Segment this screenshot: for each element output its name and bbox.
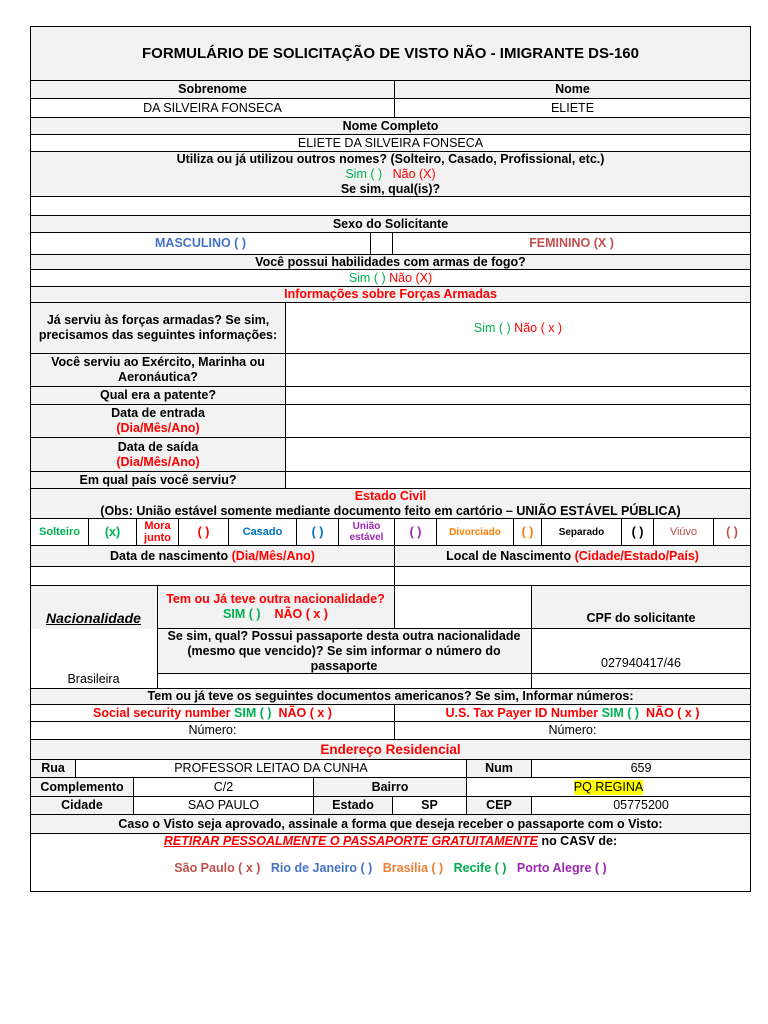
- civil-casado-checkbox[interactable]: ( ): [297, 519, 339, 545]
- other-names-block: [31, 152, 750, 196]
- firearms-no[interactable]: Não (X): [389, 270, 433, 285]
- military-served-options: [286, 303, 750, 353]
- cpf-extra-field[interactable]: [532, 674, 750, 688]
- street-number-field[interactable]: 659: [630, 761, 652, 775]
- other-nationality-field[interactable]: [395, 586, 532, 628]
- civil-status-header: Estado Civil: [354, 489, 427, 503]
- military-exit-question: [31, 438, 286, 471]
- us-docs-question: Tem ou já teve os seguintes documentos americanos? Se sim, Informar números:: [147, 689, 634, 703]
- birth-place-label: Local de Nascimento: [446, 548, 572, 563]
- given-name-label: Nome: [555, 82, 590, 96]
- sex-male-option[interactable]: MASCULINO ( ): [31, 233, 371, 254]
- complement-field[interactable]: C/2: [134, 778, 314, 796]
- military-country-question: Em qual país você serviu?: [31, 472, 286, 488]
- district-field[interactable]: PQ REGINA: [573, 779, 644, 794]
- military-served-yes[interactable]: Sim ( ): [473, 320, 511, 335]
- military-entry-row: [31, 405, 750, 438]
- firearms-yes[interactable]: Sim ( ): [348, 270, 386, 285]
- nationality-value[interactable]: Brasileira: [67, 672, 120, 686]
- civil-solteiro-checkbox[interactable]: (x): [89, 519, 137, 545]
- other-nationality-no[interactable]: NÃO ( x ): [274, 607, 328, 621]
- us-docs-number-row: [31, 722, 750, 740]
- other-nationality-question: Tem ou Já teve outra nacionalidade?: [166, 592, 385, 606]
- other-names-no[interactable]: Não (X): [392, 166, 436, 181]
- district-label: Bairro: [314, 778, 467, 796]
- zip-field[interactable]: 05775200: [613, 798, 669, 812]
- state-label: Estado: [314, 797, 393, 814]
- address-street-row: [31, 760, 750, 778]
- birth-place-format: (Cidade/Estado/País): [574, 548, 699, 563]
- name-label-row: [31, 81, 750, 99]
- civil-status-options-row: [31, 519, 750, 546]
- delivery-city-brasilia[interactable]: Brasília ( ): [382, 861, 444, 875]
- military-served-no[interactable]: Não ( x ): [514, 320, 563, 335]
- sex-label: Sexo do Solicitante: [332, 216, 449, 231]
- military-header-row: [31, 287, 750, 303]
- civil-uniao-estavel-checkbox[interactable]: ( ): [395, 519, 437, 545]
- sex-label-row: [31, 216, 750, 233]
- ssn-yes[interactable]: SIM ( ): [234, 705, 272, 720]
- military-exit-row: [31, 438, 750, 472]
- tax-id-no[interactable]: NÃO ( x ): [646, 705, 700, 720]
- military-branch-row: [31, 354, 750, 387]
- name-value-row: [31, 99, 750, 118]
- other-names-options: [345, 167, 435, 182]
- city-field[interactable]: SAO PAULO: [134, 797, 314, 814]
- other-names-answer-row: [31, 197, 750, 216]
- delivery-city-options: [31, 861, 750, 876]
- birth-value-row: [31, 567, 750, 586]
- other-names-question: Utiliza ou já utilizou outros nomes? (Solteiro, Casado, Profissional, etc.): [176, 152, 605, 166]
- delivery-pickup-line: [31, 834, 750, 849]
- military-entry-field[interactable]: [286, 405, 750, 437]
- birth-date-format: (Dia/Mês/Ano): [231, 548, 315, 563]
- address-header: Endereço Residencial: [320, 742, 461, 757]
- delivery-city-recife[interactable]: Recife ( ): [453, 861, 507, 875]
- tax-id-yes[interactable]: SIM ( ): [601, 705, 640, 720]
- delivery-question: Caso o Visto seja aprovado, assinale a forma que deseja receber o passaporte com o Visto:: [118, 816, 663, 831]
- military-exit-label: Data de saída: [117, 439, 199, 454]
- cpf-label: CPF do solicitante: [532, 586, 750, 628]
- civil-status-header-block: [31, 489, 750, 518]
- address-complement-row: [31, 778, 750, 797]
- sex-spacer: [371, 233, 393, 254]
- firearms-question: Você possui habilidades com armas de fogo?: [255, 255, 526, 269]
- tax-id-label: U.S. Tax Payer ID Number: [445, 705, 599, 720]
- street-label: Rua: [31, 760, 76, 777]
- other-names-yes[interactable]: Sim ( ): [345, 166, 383, 181]
- military-served-question: Já serviu às forças armadas? Se sim, precisamos das seguintes informações:: [31, 303, 286, 353]
- tax-id-number-field[interactable]: Número:: [548, 723, 597, 737]
- military-country-row: [31, 472, 750, 489]
- military-exit-format: (Dia/Mês/Ano): [116, 454, 200, 469]
- civil-viuvo-checkbox[interactable]: ( ): [726, 524, 738, 539]
- military-served-row: [31, 303, 750, 354]
- military-entry-label: Data de entrada: [111, 406, 205, 420]
- ssn-cell: [31, 705, 395, 721]
- delivery-question-row: [31, 815, 750, 834]
- military-entry-format: (Dia/Mês/Ano): [116, 421, 200, 435]
- ssn-label: Social security number: [93, 705, 231, 720]
- surname-field[interactable]: DA SILVEIRA FONSECA: [31, 99, 395, 117]
- military-country-field[interactable]: [286, 472, 750, 488]
- birth-place-label-cell: [395, 546, 750, 566]
- delivery-options-row: [31, 834, 750, 891]
- surname-label: Sobrenome: [31, 81, 395, 98]
- us-docs-options-row: [31, 705, 750, 722]
- passport-number-field[interactable]: [157, 674, 532, 688]
- birth-date-field[interactable]: [31, 567, 395, 585]
- complement-label: Complemento: [31, 778, 134, 796]
- city-label: Cidade: [31, 797, 134, 814]
- street-number-label: Num: [467, 760, 532, 777]
- civil-divorciado-label: Divorciado: [437, 519, 514, 545]
- firearms-question-row: [31, 255, 750, 270]
- civil-separado-label: Separado: [542, 519, 622, 545]
- military-exit-field[interactable]: [286, 438, 750, 471]
- address-city-row: [31, 797, 750, 815]
- tax-id-cell: [395, 705, 750, 721]
- military-branch-question: Você serviu ao Exército, Marinha ou Aeronáutica?: [31, 354, 286, 386]
- birth-date-label-cell: [31, 546, 395, 566]
- cpf-field[interactable]: 027940417/46: [601, 656, 681, 670]
- birth-date-label: Data de nascimento: [110, 548, 229, 563]
- full-name-field[interactable]: ELIETE DA SILVEIRA FONSECA: [297, 135, 484, 150]
- district-cell: [467, 778, 750, 796]
- visa-form: [30, 26, 751, 892]
- title-row: [31, 27, 750, 81]
- civil-separado-checkbox[interactable]: ( ): [622, 519, 654, 545]
- civil-casado-label: Casado: [229, 519, 297, 545]
- military-branch-field[interactable]: [286, 354, 750, 386]
- sex-option-row: [31, 233, 750, 255]
- other-names-row: [31, 152, 750, 197]
- given-name-field[interactable]: ELIETE: [550, 100, 595, 115]
- civil-divorciado-checkbox[interactable]: ( ): [514, 519, 542, 545]
- address-header-row: [31, 740, 750, 760]
- firearms-answer-row: [31, 270, 750, 287]
- other-nationality-yes[interactable]: SIM ( ): [223, 607, 261, 621]
- delivery-city-porto-alegre[interactable]: Porto Alegre ( ): [516, 861, 607, 875]
- birth-place-field[interactable]: [395, 567, 750, 585]
- military-header: Informações sobre Forças Armadas: [284, 287, 497, 301]
- military-rank-row: [31, 387, 750, 405]
- civil-viuvo-label: Viúvo: [654, 519, 714, 545]
- nationality-label: Nacionalidade: [46, 610, 141, 626]
- street-field[interactable]: PROFESSOR LEITAO DA CUNHA: [76, 760, 467, 777]
- delivery-pickup[interactable]: RETIRAR PESSOALMENTE O PASSAPORTE GRATUITAMENTE: [163, 834, 538, 848]
- full-name-label-row: [31, 118, 750, 135]
- page-title: FORMULÁRIO DE SOLICITAÇÃO DE VISTO NÃO - IMIGRANTE DS-160: [142, 45, 639, 62]
- military-rank-field[interactable]: [286, 387, 750, 404]
- state-field[interactable]: SP: [393, 797, 467, 814]
- civil-mora-junto-checkbox[interactable]: ( ): [179, 519, 229, 545]
- civil-solteiro-label: Solteiro: [31, 519, 89, 545]
- delivery-city-sao-paulo[interactable]: São Paulo ( x ): [174, 861, 261, 875]
- ssn-number-field[interactable]: Número:: [31, 722, 395, 739]
- military-rank-question: Qual era a patente?: [31, 387, 286, 404]
- full-name-value-row: [31, 135, 750, 152]
- other-names-followup: Se sim, qual(is)?: [340, 181, 441, 196]
- civil-mora-junto-label: Mora junto: [137, 519, 179, 545]
- delivery-city-rio-de-janeiro[interactable]: Rio de Janeiro ( ): [270, 861, 373, 875]
- ssn-no[interactable]: NÃO ( x ): [278, 705, 332, 720]
- other-nationality-block: [157, 586, 395, 628]
- military-entry-question: [31, 405, 286, 437]
- delivery-pickup-suffix: no CASV de:: [537, 834, 618, 848]
- firearms-options: [31, 270, 750, 286]
- full-name-label: Nome Completo: [342, 118, 439, 133]
- nationality-column: [31, 586, 158, 689]
- civil-status-note: (Obs: União estável somente mediante documento feito em cartório – UNIÃO ESTÁVEL PÚBLICA): [100, 503, 681, 518]
- passport-question: Se sim, qual? Possui passaporte desta outra nacionalidade (mesmo que vencido)? Se sim informar o número do passaporte: [157, 629, 532, 673]
- civil-uniao-estavel-label: União estável: [339, 519, 395, 545]
- civil-status-header-row: [31, 489, 750, 519]
- us-docs-question-row: [31, 689, 750, 705]
- sex-female-option[interactable]: FEMININO (X ): [529, 236, 614, 250]
- zip-label: CEP: [467, 797, 532, 814]
- birth-label-row: [31, 546, 750, 567]
- other-names-field[interactable]: [31, 197, 750, 215]
